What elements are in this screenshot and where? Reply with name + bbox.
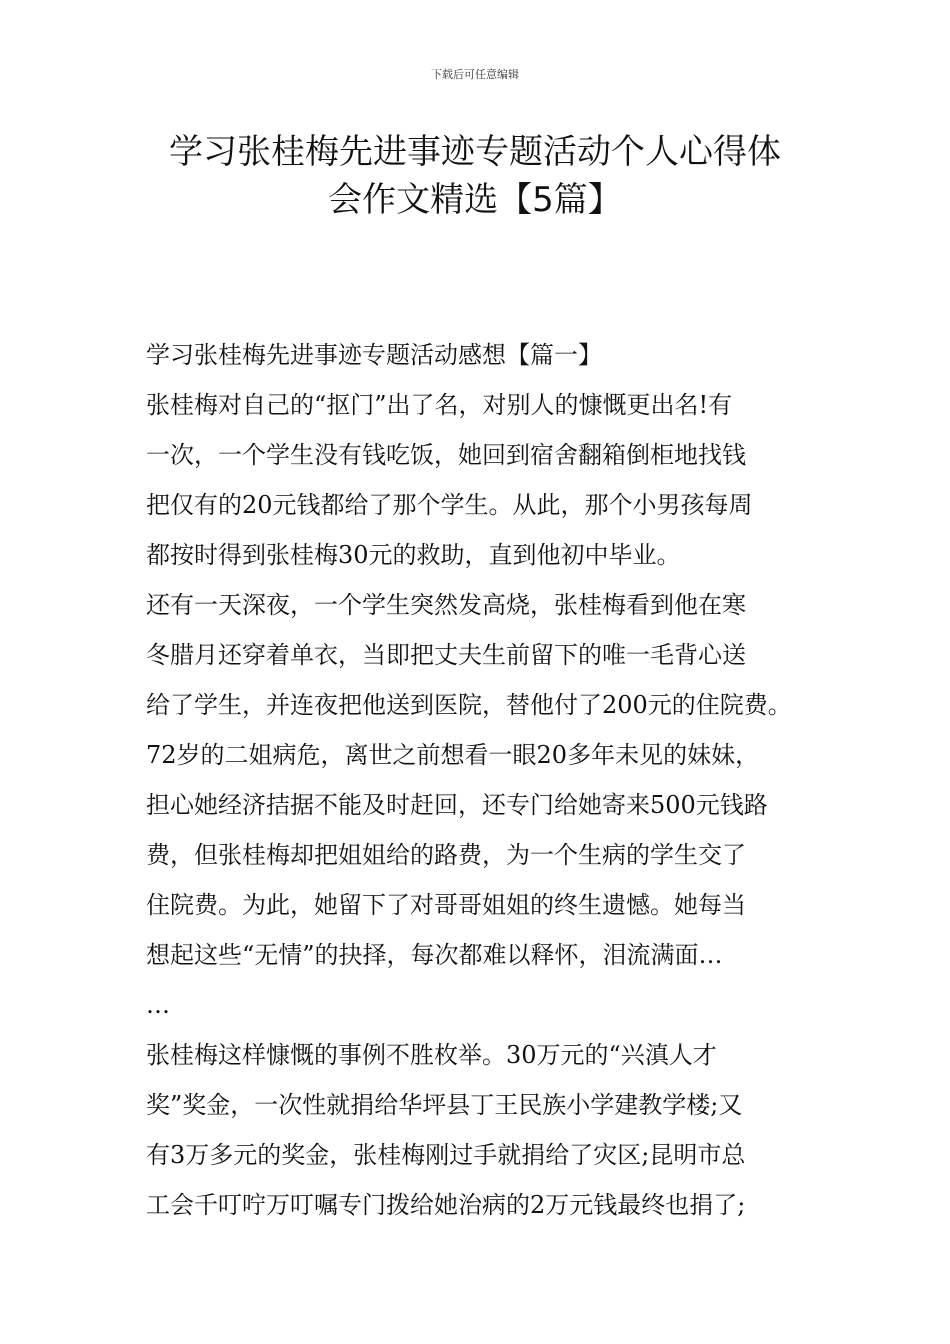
- paragraph-line: 一次，一个学生没有钱吃饭，她回到宿舍翻箱倒柜地找钱: [146, 441, 746, 469]
- paragraph-line: 有3万多元的奖金，张桂梅刚过手就捐给了灾区;昆明市总: [146, 1141, 746, 1169]
- paragraph-line: 工会千叮咛万叮嘱专门拨给她治病的2万元钱最终也捐了;: [146, 1191, 746, 1219]
- article-body: [146, 330, 826, 1230]
- paragraph-line: …: [146, 991, 170, 1019]
- paragraph-line: 72岁的二姐病危，离世之前想看一眼20多年未见的妹妹，: [146, 741, 760, 769]
- paragraph-line: 住院费。为此，她留下了对哥哥姐姐的终生遗憾。她每当: [146, 891, 746, 919]
- document-title: [100, 128, 850, 224]
- paragraph-line: 冬腊月还穿着单衣，当即把丈夫生前留下的唯一毛背心送: [146, 641, 746, 669]
- header-note: 下载后可任意编辑: [431, 68, 519, 81]
- paragraph-line: 费，但张桂梅却把姐姐给的路费，为一个生病的学生交了: [146, 841, 746, 869]
- paragraph-line: 都按时得到张桂梅30元的救助，直到他初中毕业。: [146, 541, 681, 569]
- paragraph-line: 把仅有的20元钱都给了那个学生。从此，那个小男孩每周: [146, 491, 753, 519]
- paragraph-line: 担心她经济拮据不能及时赶回，还专门给她寄来500元钱路: [146, 791, 768, 819]
- paragraph-line: 奖”奖金，一次性就捐给华坪县丁王民族小学建教学楼;又: [146, 1091, 743, 1119]
- paragraph-line: 张桂梅这样慷慨的事例不胜枚举。30万元的“兴滇人才: [146, 1041, 717, 1069]
- section-heading: 学习张桂梅先进事迹专题活动感想【篇一】: [146, 341, 602, 369]
- title-line-1: 学习张桂梅先进事迹专题活动个人心得体: [169, 132, 781, 172]
- paragraph-line: 张桂梅对自己的“抠门”出了名，对别人的慷慨更出名!有: [146, 391, 733, 419]
- paragraph-line: 给了学生，并连夜把他送到医院，替他付了200元的住院费。: [146, 691, 792, 719]
- title-line-2: 会作文精选【5篇】: [328, 180, 622, 220]
- paragraph-line: 还有一天深夜，一个学生突然发高烧，张桂梅看到他在寒: [146, 591, 746, 619]
- paragraph-line: 想起这些“无情”的抉择，每次都难以释怀，泪流满面…: [146, 941, 723, 969]
